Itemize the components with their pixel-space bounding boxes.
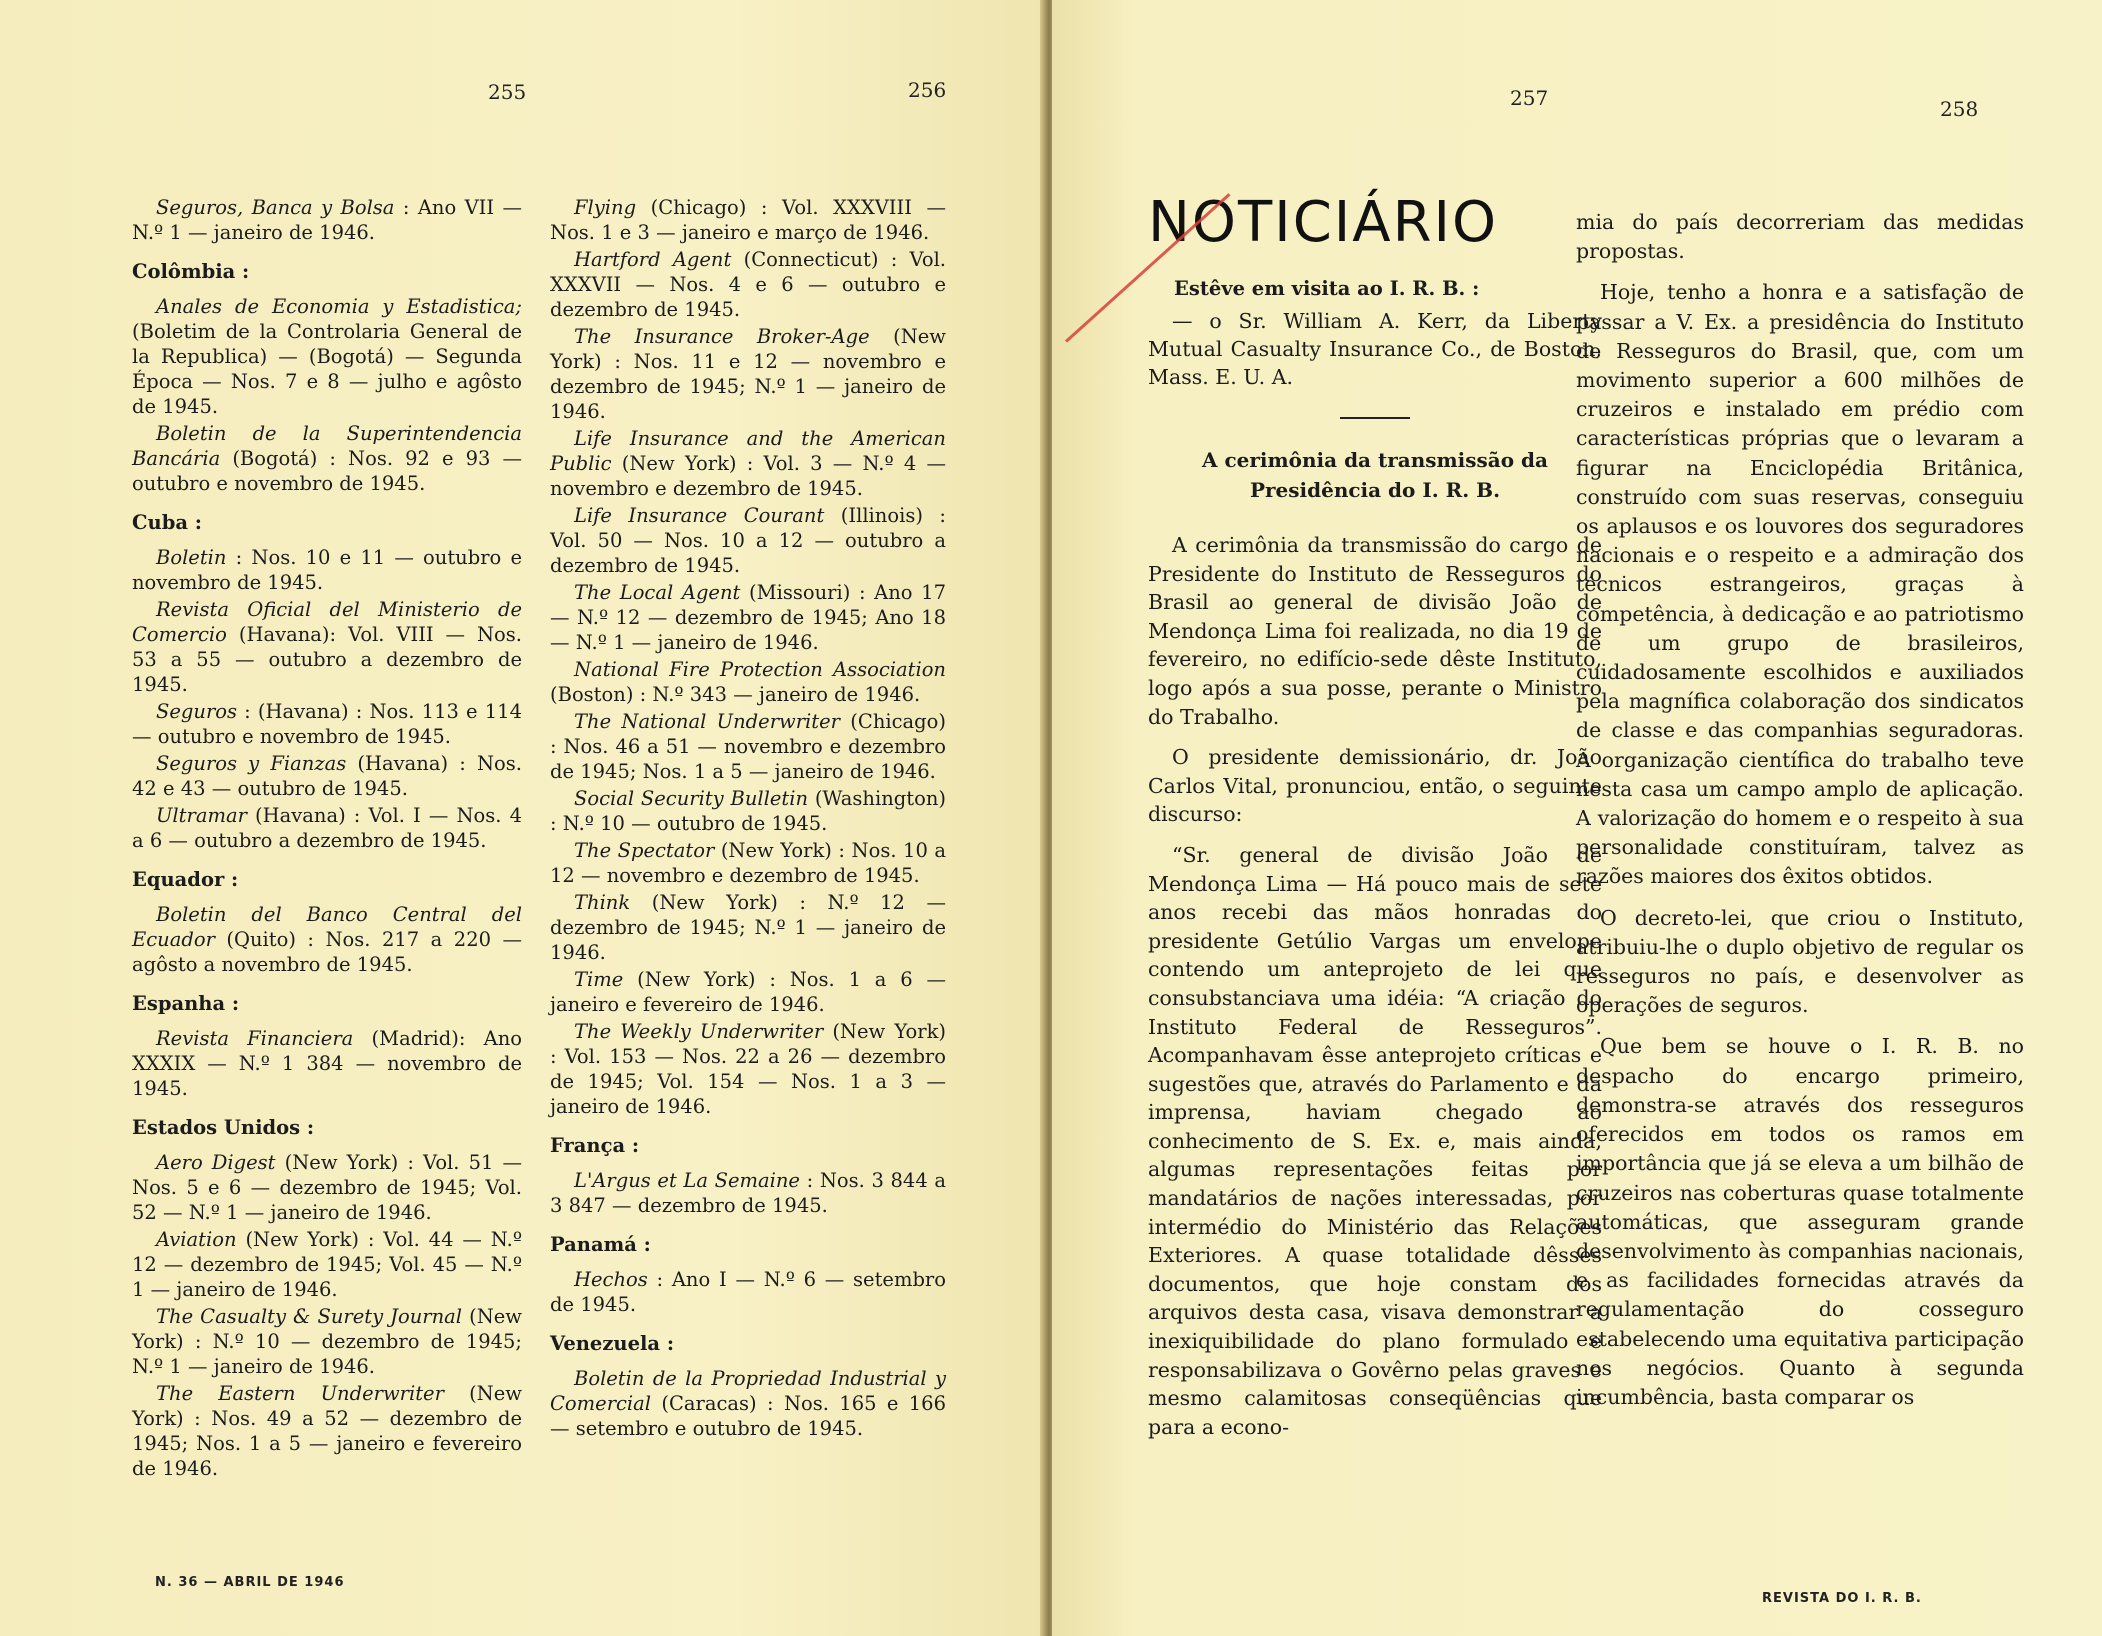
publication-entry bbox=[550, 1366, 946, 1441]
publication-title: Time bbox=[574, 968, 624, 991]
publication-title: Boletin del Banco Central del Ecuador bbox=[132, 903, 522, 951]
publication-details: (Washington) : N.º 10 — outubro de 1945. bbox=[550, 787, 946, 835]
publication-title: Revista Financiera bbox=[156, 1027, 354, 1050]
publication-details: (New York) : Nos. 11 e 12 — novembro e dezembro de 1945; N.º 1 — janeiro de 1946. bbox=[550, 325, 947, 423]
publication-title: Seguros, Banca y Bolsa bbox=[156, 196, 395, 219]
publication-entry bbox=[132, 545, 522, 595]
publication-entry bbox=[132, 1304, 522, 1379]
publication-details: (Quito) : Nos. 217 a 220 — agôsto a novembro de 1945. bbox=[132, 928, 522, 976]
publication-entry bbox=[132, 1026, 522, 1101]
country-heading: França : bbox=[550, 1134, 640, 1157]
publication-details: (Havana) : Nos. 42 e 43 — outubro de 1945. bbox=[132, 752, 522, 800]
publication-details: : (Havana) : Nos. 113 e 114 — outubro e novembro de 1945. bbox=[132, 700, 522, 748]
article-paragraph: Que bem se houve o I. R. B. no despacho do encargo primeiro, demonstra-se através dos resseguros oferecidos em todos os ramos em importância que já se eleva a um bilhão de cruzeiros nas coberturas quase totalmente automáticas, que asseguram grande desenvolvimento às companhias nacionais, e as facilidades fornecidas através da regulamentação do cosseguro estabelecendo uma equitativa participação nos negócios. Quanto à segunda incumbência, basta comparar os bbox=[1576, 1034, 2024, 1409]
publication-title: Think bbox=[574, 891, 631, 914]
publication-details: (New York) : N.º 12 — dezembro de 1945; N.º 1 — janeiro de 1946. bbox=[550, 891, 946, 964]
publication-entry bbox=[132, 1381, 522, 1481]
publication-title: National Fire Protection Association bbox=[574, 658, 946, 681]
page-number-257: 257 bbox=[1510, 86, 1549, 110]
publication-title: Boletin de la Propriedad Industrial y Comercial bbox=[550, 1367, 946, 1415]
publication-entry bbox=[132, 597, 522, 697]
publication-entry bbox=[550, 890, 946, 965]
publication-details: (New York) : Vol. 3 — N.º 4 — novembro e dezembro de 1945. bbox=[550, 452, 946, 500]
publication-title: Social Security Bulletin bbox=[574, 787, 809, 810]
publication-title: Ultramar bbox=[156, 804, 247, 827]
country-heading: Cuba : bbox=[132, 511, 202, 534]
publication-entry bbox=[550, 580, 946, 655]
publication-details: (Boston) : N.º 343 — janeiro de 1946. bbox=[550, 683, 921, 706]
ceremony-heading: A cerimônia da transmissão da Presidência do I. R. B. bbox=[1201, 448, 1548, 502]
publication-title: The Insurance Broker-Age bbox=[574, 325, 870, 348]
article-paragraph: “Sr. general de divisão João de Mendonça Lima — Há pouco mais de sete anos recebi das mãos honradas do presidente Getúlio Vargas um envelope contendo um anteprojeto de lei que consubstanciava uma idéia: “A criação do Instituto Federal de Resseguros”. Acompanhavam êsse anteprojeto críticas e sugestões que, através do Parlamento e da imprensa, haviam chegado ao conhecimento de S. Ex. e, mais ainda, algumas representações feitas por mandatários de nações interessadas, por intermédio do Ministério das Relações Exteriores. A quase totalidade dêsses documentos, que hoje constam dos arquivos desta casa, visava demonstrar a inexiquibilidade do plano formulado e responsabilizava o Govêrno pelas graves e mesmo calamitosas conseqüências que para a econo- bbox=[1148, 842, 1602, 1439]
publication-entry bbox=[550, 426, 946, 501]
publication-details: (Chicago) : Vol. XXXVIII — Nos. 1 e 3 — janeiro e março de 1946. bbox=[550, 196, 946, 244]
publication-entry bbox=[550, 1267, 946, 1317]
publication-details: : Nos. 3 844 a 3 847 — dezembro de 1945. bbox=[550, 1169, 946, 1217]
publication-title: Aero Digest bbox=[156, 1151, 276, 1174]
publication-details: (Havana) : Vol. I — Nos. 4 a 6 — outubro a dezembro de 1945. bbox=[132, 804, 522, 852]
publication-entry bbox=[550, 195, 946, 245]
publication-details: (Havana): Vol. VIII — Nos. 53 a 55 — outubro a dezembro de 1945. bbox=[132, 623, 522, 696]
publication-title: The Spectator bbox=[574, 839, 715, 862]
publication-details: (Chicago) : Nos. 46 a 51 — novembro e dezembro de 1945; Nos. 1 a 5 — janeiro de 1946. bbox=[550, 710, 946, 783]
publication-entry bbox=[132, 1150, 522, 1225]
publication-entry bbox=[550, 247, 946, 322]
country-heading: Equador : bbox=[132, 868, 239, 891]
left-column-1 bbox=[132, 195, 522, 1483]
publication-details: (New York) : Vol. 153 — Nos. 22 a 26 — dezembro de 1945; Vol. 154 — Nos. 1 a 3 — janeiro de 1946. bbox=[550, 1020, 947, 1118]
publication-entry bbox=[550, 1019, 946, 1119]
article-paragraph: A cerimônia da transmissão do cargo de Presidente do Instituto de Resseguros do Brasil ao general de divisão João de Mendonça Lima foi realizada, no dia 19 de fevereiro, no edifício-sede dêste Instituto, logo após a sua posse, perante o Ministro do Trabalho. bbox=[1148, 533, 1602, 729]
publication-title: Hartford Agent bbox=[574, 248, 732, 271]
publication-entry bbox=[132, 195, 522, 245]
country-heading: Espanha : bbox=[132, 992, 240, 1015]
publication-title: L'Argus et La Semaine bbox=[574, 1169, 800, 1192]
publication-title: Boletin bbox=[156, 546, 227, 569]
page-number-255: 255 bbox=[488, 80, 527, 104]
publication-title: Hechos bbox=[574, 1268, 648, 1291]
article-paragraph: O presidente demissionário, dr. João Carlos Vital, pronunciou, então, o seguinte discurso: bbox=[1148, 745, 1602, 827]
publication-title: Life Insurance Courant bbox=[574, 504, 825, 527]
footer-journal: REVISTA DO I. R. B. bbox=[1762, 1591, 1922, 1606]
country-heading: Estados Unidos : bbox=[132, 1116, 315, 1139]
publication-entry bbox=[132, 751, 522, 801]
publication-details: (Caracas) : Nos. 165 e 166 — setembro e outubro de 1945. bbox=[550, 1392, 946, 1440]
article-paragraph: Hoje, tenho a honra e a satisfação de passar a V. Ex. a presidência do Instituto de Resseguros do Brasil, que, com um movimento superior a 600 milhões de cruzeiros e instalado em prédio com características próprias que o levaram a figurar na Enciclopédia Britânica, construído com suas reservas, conseguiu os aplausos e os louvores dos seguradores nacionais e o respeito e a admiração dos técnicos estrangeiros, graças à competência, à dedicação e ao patriotismo de um grupo de brasileiros, cuidadosamente escolhidos e auxiliados pela magnífica colaboração dos sindicatos de classe e das companhias seguradoras. A organização científica do trabalho teve nesta casa um campo amplo de aplicação. A valorização do homem e o respeito à sua personalidade constituíram, talvez as razões maiores dos êxitos obtidos. bbox=[1576, 280, 2024, 889]
publication-entry bbox=[132, 421, 522, 496]
publication-entry bbox=[550, 838, 946, 888]
publication-title: Revista Oficial del Ministerio de Comercio bbox=[132, 598, 522, 646]
section-title: NOTICIÁRIO bbox=[1148, 190, 1499, 255]
publication-entry bbox=[550, 967, 946, 1017]
publication-details: (Bogotá) : Nos. 92 e 93 — outubro e novembro de 1945. bbox=[132, 447, 522, 495]
left-page bbox=[0, 0, 1046, 1636]
publication-entry bbox=[550, 324, 946, 424]
publication-details: (Connecticut) : Vol. XXXVII — Nos. 4 e 6 — outubro e dezembro de 1945. bbox=[550, 248, 947, 321]
left-column-2 bbox=[550, 195, 946, 1443]
publication-title: Seguros y Fianzas bbox=[156, 752, 347, 775]
publication-entry bbox=[132, 294, 522, 419]
country-heading: Colômbia : bbox=[132, 260, 250, 283]
publication-title: The National Underwriter bbox=[574, 710, 840, 733]
publication-details: (New York) : Nos. 10 a 12 — novembro e dezembro de 1945. bbox=[550, 839, 946, 887]
publication-entry bbox=[132, 1227, 522, 1302]
publication-details: (New York) : Vol. 44 — N.º 12 — dezembro de 1945; Vol. 45 — N.º 1 — janeiro de 1946. bbox=[132, 1228, 522, 1301]
publication-details: (New York) : Vol. 51 — Nos. 5 e 6 — dezembro de 1945; Vol. 52 — N.º 1 — janeiro de 1946. bbox=[132, 1151, 522, 1224]
visit-text: — o Sr. William A. Kerr, da Liberty Mutual Casualty Insurance Co., de Boston, Mass. E. U. A. bbox=[1148, 309, 1602, 389]
publication-title: The Local Agent bbox=[574, 581, 741, 604]
publication-details: (Boletim de la Controlaria General de la Republica) — (Bogotá) — Segunda Época — Nos. 7 e 8 — julho e agôsto de 1945. bbox=[132, 320, 522, 418]
publication-title: The Weekly Underwriter bbox=[574, 1020, 824, 1043]
page-number-258: 258 bbox=[1940, 97, 1979, 121]
publication-entry bbox=[550, 786, 946, 836]
publication-title: Life Insurance and the American Public bbox=[550, 427, 946, 475]
publication-title: Flying bbox=[574, 196, 637, 219]
country-heading: Panamá : bbox=[550, 1233, 651, 1256]
publication-details: (Illinois) : Vol. 50 — Nos. 10 a 12 — outubro a dezembro de 1945. bbox=[550, 504, 946, 577]
publication-details: : Ano I — N.º 6 — setembro de 1945. bbox=[550, 1268, 946, 1316]
publication-details: (New York) : Nos. 49 a 52 — dezembro de 1945; Nos. 1 a 5 — janeiro e fevereiro de 1946. bbox=[132, 1382, 522, 1480]
ceremony-text bbox=[1148, 531, 1602, 1441]
publication-details: (Missouri) : Ano 17 — N.º 12 — dezembro de 1945; Ano 18 — N.º 1 — janeiro de 1946. bbox=[550, 581, 946, 654]
publication-title: The Eastern Underwriter bbox=[156, 1382, 444, 1405]
article-paragraph: mia do país decorreriam das medidas propostas. bbox=[1576, 210, 2024, 264]
right-page bbox=[1052, 0, 2102, 1636]
publication-entry bbox=[550, 1168, 946, 1218]
right-column-2 bbox=[1576, 208, 2024, 1424]
publication-details: (Madrid): Ano XXXIX — N.º 1 384 — novembro de 1945. bbox=[132, 1027, 522, 1100]
publication-details: : Ano VII — N.º 1 — janeiro de 1946. bbox=[132, 196, 522, 244]
publication-entry bbox=[550, 709, 946, 784]
publication-entry bbox=[132, 699, 522, 749]
visit-heading: Estêve em visita ao I. R. B. : bbox=[1174, 277, 1480, 300]
right-column-1 bbox=[1148, 268, 1602, 1453]
publication-entry bbox=[550, 503, 946, 578]
section-divider bbox=[1340, 417, 1410, 419]
publication-title: Aviation bbox=[156, 1228, 237, 1251]
publication-title: Seguros bbox=[156, 700, 238, 723]
country-heading: Venezuela : bbox=[550, 1332, 675, 1355]
publication-entry bbox=[132, 902, 522, 977]
publication-title: Boletin de la Superintendencia Bancária bbox=[132, 422, 522, 470]
publication-title: The Casualty & Surety Journal bbox=[156, 1305, 463, 1328]
article-paragraph: O decreto-lei, que criou o Instituto, atribuiu-lhe o duplo objetivo de regular os resseguros no país, e desenvolver as operações de seguros. bbox=[1576, 905, 2024, 1018]
page-number-256: 256 bbox=[908, 78, 947, 102]
publication-entry bbox=[132, 803, 522, 853]
footer-issue: N. 36 — ABRIL DE 1946 bbox=[155, 1575, 345, 1590]
publication-details: (New York) : N.º 10 — dezembro de 1945; N.º 1 — janeiro de 1946. bbox=[132, 1305, 522, 1378]
publication-details: (New York) : Nos. 1 a 6 — janeiro e fevereiro de 1946. bbox=[550, 968, 946, 1016]
publication-title: Anales de Economia y Estadistica; bbox=[156, 295, 522, 318]
publication-details: : Nos. 10 e 11 — outubro e novembro de 1945. bbox=[132, 546, 522, 594]
publication-entry bbox=[550, 657, 946, 707]
